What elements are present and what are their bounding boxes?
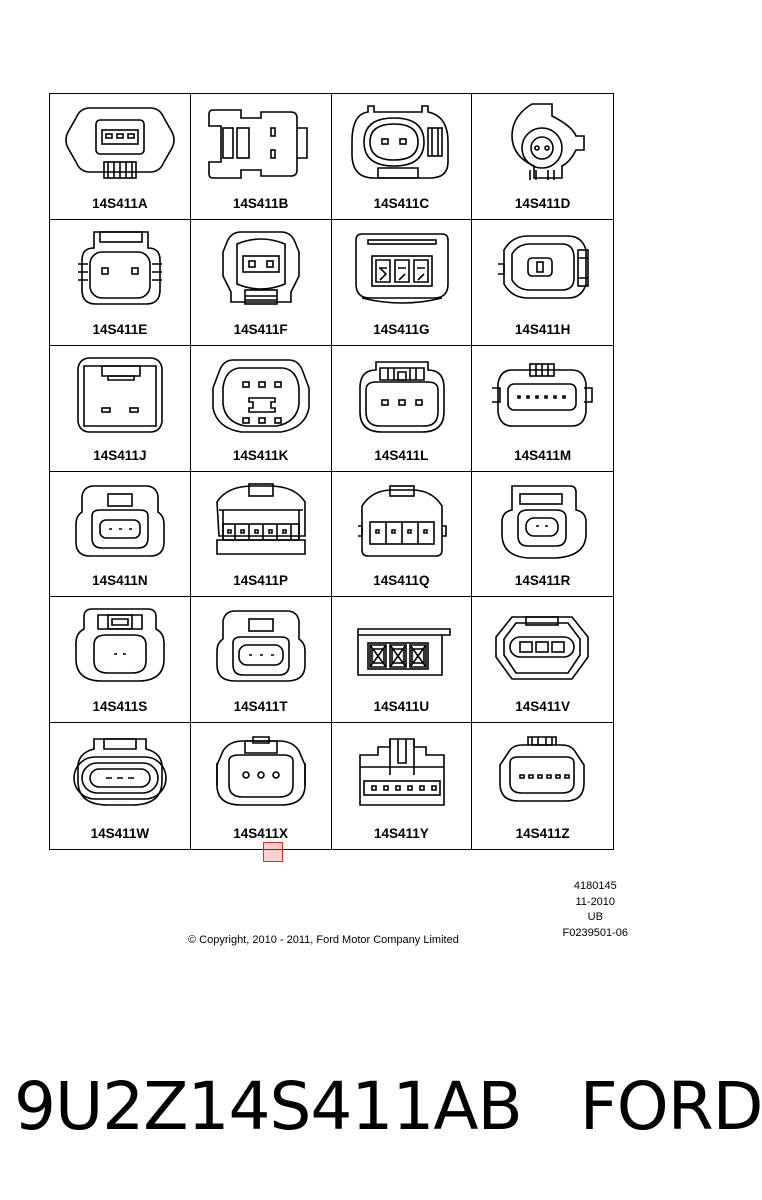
figure-id: F0239501-06	[562, 926, 628, 939]
connector-cell-j	[50, 346, 191, 472]
connector-n-drawing	[60, 476, 181, 572]
connector-cell-n	[50, 472, 191, 598]
connector-d-drawing	[482, 98, 603, 194]
connector-b-drawing	[201, 98, 322, 194]
connector-label: 14S411R	[514, 573, 571, 589]
connector-cell-y	[332, 723, 473, 849]
reference-number: 4180145	[573, 880, 617, 892]
connector-label: 14S411Z	[515, 826, 570, 841]
connector-g-drawing	[342, 224, 463, 320]
connector-j-drawing	[60, 350, 181, 446]
connector-cell-t	[191, 597, 332, 723]
connector-q-drawing	[342, 476, 463, 572]
selection-marker[interactable]	[263, 842, 283, 862]
connector-cell-v	[472, 597, 613, 723]
connector-cell-r	[472, 472, 613, 598]
connector-cell-m	[472, 346, 613, 472]
figure-metadata	[563, 879, 628, 941]
connector-cell-l	[332, 346, 473, 472]
connector-label: 14S411G	[373, 321, 430, 337]
connector-label: 14S411T	[233, 699, 288, 715]
connector-v-drawing	[482, 601, 603, 697]
connector-label: 14S411E	[92, 321, 148, 337]
connector-cell-z	[472, 723, 613, 849]
connector-cell-b	[191, 94, 332, 220]
connector-m-drawing	[482, 350, 603, 446]
connector-label: 14S411Q	[373, 573, 430, 589]
connector-p-drawing	[201, 476, 322, 572]
connector-cell-s	[50, 597, 191, 723]
connector-a-drawing	[60, 98, 181, 194]
connector-label: 14S411S	[92, 699, 148, 715]
connector-label: 14S411U	[373, 699, 430, 715]
connector-w-drawing	[60, 727, 181, 823]
connector-f-drawing	[201, 224, 322, 320]
part-number: 9U2Z14S411AB	[14, 1068, 522, 1145]
connector-y-drawing	[342, 727, 463, 823]
connector-cell-d	[472, 94, 613, 220]
connector-label: 14S411K	[232, 447, 289, 463]
brand-name: FORD	[579, 1068, 762, 1145]
part-title	[14, 1068, 762, 1145]
connector-grid	[49, 93, 614, 850]
connector-label: 14S411D	[514, 195, 571, 211]
connector-label: 14S411F	[233, 321, 288, 337]
connector-r-drawing	[482, 476, 603, 572]
connector-label: 14S411N	[92, 573, 148, 589]
connector-t-drawing	[201, 601, 322, 697]
connector-cell-a	[50, 94, 191, 220]
connector-cell-u	[332, 597, 473, 723]
connector-label: 14S411P	[233, 573, 289, 589]
connector-cell-q	[332, 472, 473, 598]
connector-label: 14S411J	[93, 447, 147, 463]
copyright-notice: © Copyright, 2010 - 2011, Ford Motor Company Limited	[188, 934, 459, 946]
connector-label: 14S411A	[92, 195, 148, 211]
connector-cell-g	[332, 220, 473, 346]
connector-label: 14S411Y	[373, 826, 429, 841]
connector-k-drawing	[201, 350, 322, 446]
connector-s-drawing	[60, 601, 181, 697]
connector-label: 14S411W	[90, 826, 150, 841]
connector-label: 14S411B	[232, 195, 289, 211]
connector-cell-c	[332, 94, 473, 220]
connector-label: 14S411C	[373, 195, 430, 211]
connector-cell-h	[472, 220, 613, 346]
connector-cell-x	[191, 723, 332, 849]
figure-date: 11-2010	[575, 895, 616, 908]
connector-label: 14S411X	[233, 826, 289, 841]
connector-label: 14S411M	[514, 447, 572, 463]
connector-label: 14S411L	[374, 447, 429, 463]
connector-cell-k	[191, 346, 332, 472]
connector-h-drawing	[482, 224, 603, 320]
connector-cell-p	[191, 472, 332, 598]
connector-c-drawing	[342, 98, 463, 194]
connector-l-drawing	[342, 350, 463, 446]
connector-u-drawing	[342, 601, 463, 697]
connector-z-drawing	[482, 727, 603, 823]
connector-cell-f	[191, 220, 332, 346]
figure-code: UB	[587, 911, 603, 923]
connector-cell-e	[50, 220, 191, 346]
connector-e-drawing	[60, 224, 181, 320]
connector-label: 14S411H	[514, 321, 571, 337]
connector-x-drawing	[201, 727, 322, 823]
connector-label: 14S411V	[515, 699, 571, 715]
connector-cell-w	[50, 723, 191, 849]
